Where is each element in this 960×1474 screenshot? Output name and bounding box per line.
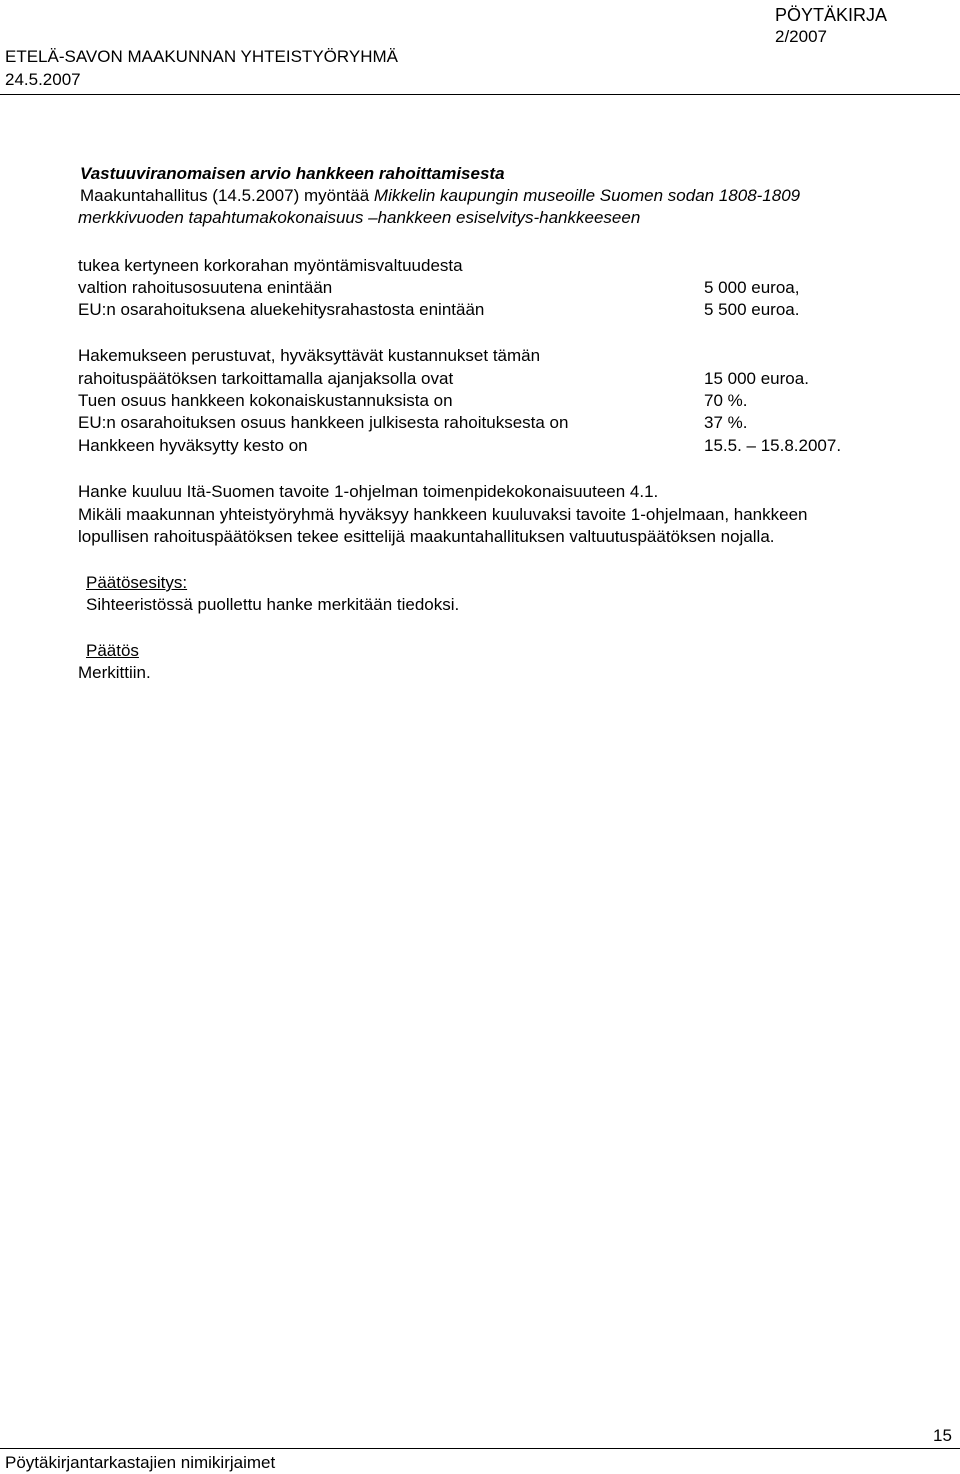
funding-eu-label: EU:n osarahoituksena aluekehitysrahastosta enintään xyxy=(78,300,485,319)
decision-label: Päätös xyxy=(86,641,139,660)
program-line-1: Hanke kuuluu Itä-Suomen tavoite 1-ohjelman toimenpidekokonaisuuteen 4.1. xyxy=(78,482,659,501)
meeting-date: 24.5.2007 xyxy=(5,70,81,89)
funding-state-label: valtion rahoitusosuutena enintään xyxy=(78,278,333,297)
header-divider xyxy=(0,94,960,95)
costs-intro: Hakemukseen perustuvat, hyväksyttävät kustannukset tämän xyxy=(78,346,541,365)
funding-eu-value: 5 500 euroa. xyxy=(704,300,800,319)
funding-state-value: 5 000 euroa, xyxy=(704,278,800,297)
costs-row-value: 70 %. xyxy=(704,391,748,410)
costs-row-value: 15 000 euroa. xyxy=(704,369,809,388)
costs-row-label: Hankkeen hyväksytty kesto on xyxy=(78,436,308,455)
funding-line-1: tukea kertyneen korkorahan myöntämisvaltuudesta xyxy=(78,256,463,275)
section-heading: Vastuuviranomaisen arvio hankkeen rahoittamisesta xyxy=(80,164,505,183)
costs-row-value: 15.5. – 15.8.2007. xyxy=(704,436,842,455)
intro-italic: Mikkelin kaupungin museoille Suomen sodan 1808-1809 xyxy=(373,186,801,205)
document-number: 2/2007 xyxy=(775,27,827,46)
page-number: 15 xyxy=(933,1426,952,1445)
document-type: PÖYTÄKIRJA xyxy=(775,5,888,25)
program-line-2: Mikäli maakunnan yhteistyöryhmä hyväksyy hankkeen kuuluvaksi tavoite 1-ohjelmaan, hankkeen xyxy=(78,505,808,524)
proposal-label: Päätösesitys: xyxy=(86,573,188,592)
footer-divider xyxy=(0,1448,960,1449)
costs-row-label: rahoituspäätöksen tarkoittamalla ajanjaksolla ovat xyxy=(78,369,454,388)
costs-row-value: 37 %. xyxy=(704,413,748,432)
costs-row-label: EU:n osarahoituksen osuus hankkeen julkisesta rahoituksesta on xyxy=(78,413,569,432)
organization-name: ETELÄ-SAVON MAAKUNNAN YHTEISTYÖRYHMÄ xyxy=(5,47,398,66)
decision-text: Merkittiin. xyxy=(78,663,151,682)
intro-line-2: merkkivuoden tapahtumakokonaisuus –hankkeen esiselvitys-hankkeeseen xyxy=(78,208,641,227)
footer-signatures-label: Pöytäkirjantarkastajien nimikirjaimet xyxy=(5,1453,276,1472)
intro-plain: Maakuntahallitus (14.5.2007) myöntää xyxy=(80,186,374,205)
proposal-text: Sihteeristössä puollettu hanke merkitään tiedoksi. xyxy=(86,595,460,614)
intro-line-1 xyxy=(80,185,800,207)
program-line-3: lopullisen rahoituspäätöksen tekee esittelijä maakuntahallituksen valtuutuspäätöksen nojalla. xyxy=(78,527,775,546)
costs-row-label: Tuen osuus hankkeen kokonaiskustannuksista on xyxy=(78,391,453,410)
